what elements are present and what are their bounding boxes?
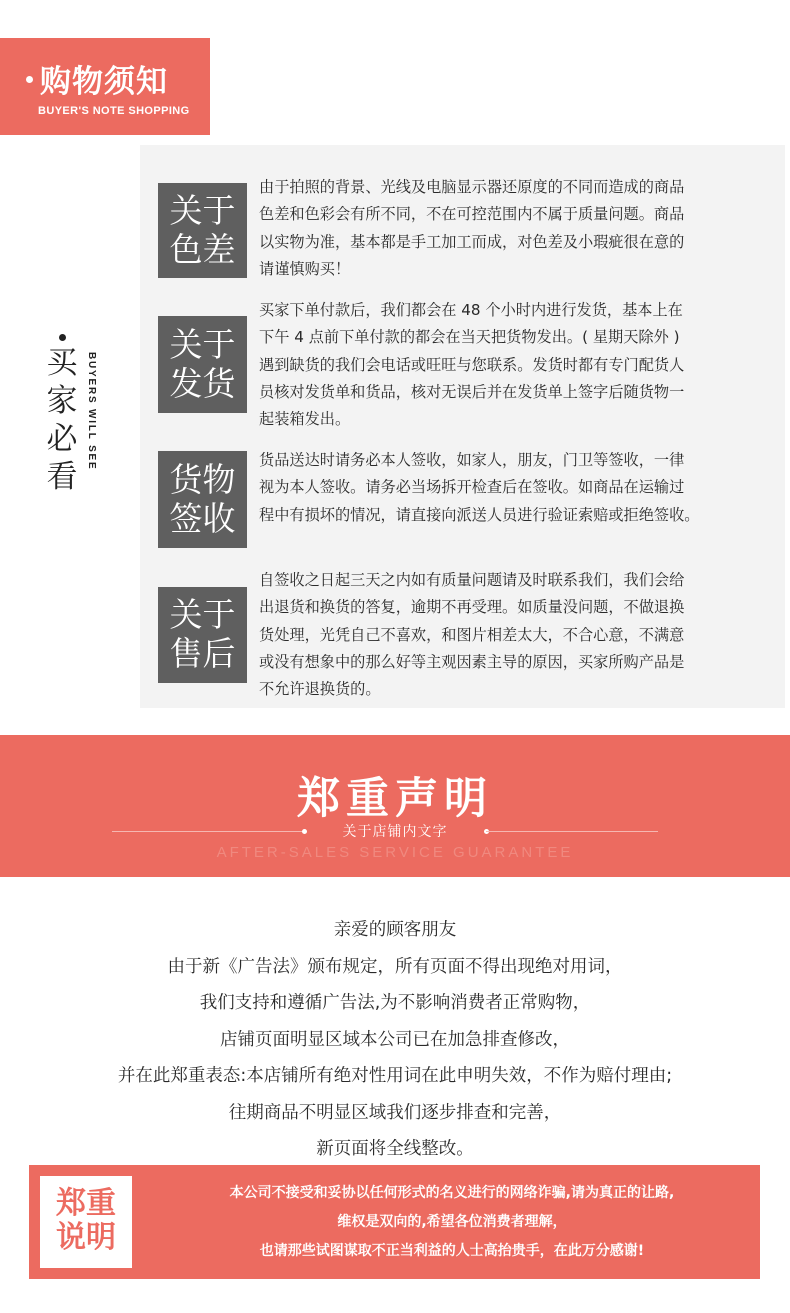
tag-line: 签收 (169, 499, 236, 538)
tag-line: 货物 (169, 460, 236, 499)
notice-header (0, 38, 210, 135)
tag-color-difference (158, 183, 247, 278)
para-line: 遇到缺货的我们会电话或旺旺与您联系。发货时都有专门配货人 (259, 355, 685, 374)
section-after-sales-text (259, 567, 771, 703)
para-line: 视为本人签收。请务必当场拆开检查后在签收。如商品在运输过 (259, 478, 685, 497)
para-line: 不允许退换货的。 (259, 680, 381, 699)
para-line: 请谨慎购买！ (259, 259, 351, 278)
tag-line: 关于 (169, 191, 236, 230)
para-line: 买家下单付款后，我们都会在 48 个小时内进行发货，基本上在 (259, 301, 683, 319)
statement-line: 往期商品不明显区域我们逐步排查和完善， (228, 1102, 562, 1123)
tag-shipping (158, 316, 247, 413)
tag-line: 发货 (169, 364, 236, 403)
notice-title: 购物须知 (40, 64, 168, 100)
declaration-divider-right (486, 831, 658, 832)
bottom-line: 维权是双向的,希望各位消费者理解， (337, 1214, 567, 1230)
section-shipping-text (259, 297, 771, 433)
statement-line: 我们支持和遵循广告法,为不影响消费者正常购物， (199, 993, 591, 1013)
para-line: 以实物为准，基本都是手工加工而成，对色差及小瑕疵很在意的 (259, 232, 685, 251)
statement-line: 店铺页面明显区域本公司已在加急排查修改， (220, 1029, 570, 1050)
statement-line: 并在此郑重表态:本店铺所有绝对性用词在此申明失效，不作为赔付理由; (117, 1066, 673, 1086)
header-bullet-dot (26, 76, 33, 83)
para-line: 色差和色彩会有所不同，不在可控范围内不属于质量问题。商品 (259, 205, 685, 224)
bottom-line: 也请那些试图谋取不正当利益的人士高抬贵手，在此万分感谢! (259, 1243, 645, 1259)
side-title-char: 看 (46, 459, 78, 495)
para-line: 员核对发货单和货品，核对无误后并在发货单上签字后随货物一 (259, 382, 685, 401)
para-line: 下午 4 点前下单付款的都会在当天把货物发出。( 星期天除外 ) (259, 328, 680, 347)
bottom-notice-bar (29, 1165, 760, 1279)
para-line: 起装箱发出。 (259, 410, 351, 429)
para-line: 货品送达时请务必本人签收，如家人，朋友，门卫等签收，一律 (259, 451, 685, 469)
badge-line: 郑重 (56, 1186, 116, 1221)
para-line: 由于拍照的背景、光线及电脑显示器还原度的不同而造成的商品 (259, 178, 685, 196)
tag-after-sales (158, 587, 247, 683)
tag-receiving (158, 451, 247, 548)
bottom-badge (40, 1176, 132, 1268)
notice-subtitle: BUYER'S NOTE SHOPPING (38, 105, 190, 117)
para-line: 货处理，光凭自己不喜欢，和图片相差太大，不合心意，不满意 (259, 625, 685, 644)
section-receiving-text (259, 447, 771, 529)
side-title-char: 必 (46, 421, 78, 457)
section-color-difference-text (259, 174, 771, 283)
badge-line: 说明 (56, 1220, 116, 1255)
bottom-line: 本公司不接受和妥协以任何形式的名义进行的网络诈骗,请为真正的让路, (229, 1185, 675, 1201)
bottom-notice-text (157, 1179, 747, 1266)
buyer-side-title (42, 344, 82, 496)
declaration-band (0, 735, 790, 877)
para-line: 出退货和换货的答复，逾期不再受理。如质量没问题，不做退换 (259, 598, 685, 617)
declaration-ghost-text: AFTER-SALES SERVICE GUARANTEE (216, 844, 574, 861)
tag-line: 色差 (169, 230, 236, 269)
bottom-badge-text (40, 1187, 132, 1255)
side-title-char: 家 (46, 383, 78, 419)
para-line: 或没有想象中的那么好等主观因素主导的原因，买家所购产品是 (259, 652, 685, 671)
statement-block (0, 912, 790, 1168)
para-line: 程中有损坏的情况，请直接向派送人员进行验证索赔或拒绝签收。 (259, 505, 700, 524)
tag-line: 关于 (169, 595, 236, 634)
declaration-title: 郑重声明 (297, 774, 493, 824)
statement-line: 亲爱的顾客朋友 (333, 920, 457, 940)
side-bullet-dot (59, 334, 66, 341)
statement-line: 新页面将全线整改。 (316, 1139, 474, 1159)
para-line: 自签收之日起三天之内如有质量问题请及时联系我们，我们会给 (259, 571, 685, 589)
side-title-char: 买 (46, 345, 78, 381)
buyer-side-english: BUYERS WILL SEE (86, 352, 97, 471)
declaration-subtitle: 关于店铺内文字 (342, 824, 448, 840)
tag-line: 关于 (169, 325, 236, 364)
statement-line: 由于新《广告法》颁布规定，所有页面不得出现绝对用词， (167, 956, 623, 977)
tag-line: 售后 (169, 634, 236, 673)
